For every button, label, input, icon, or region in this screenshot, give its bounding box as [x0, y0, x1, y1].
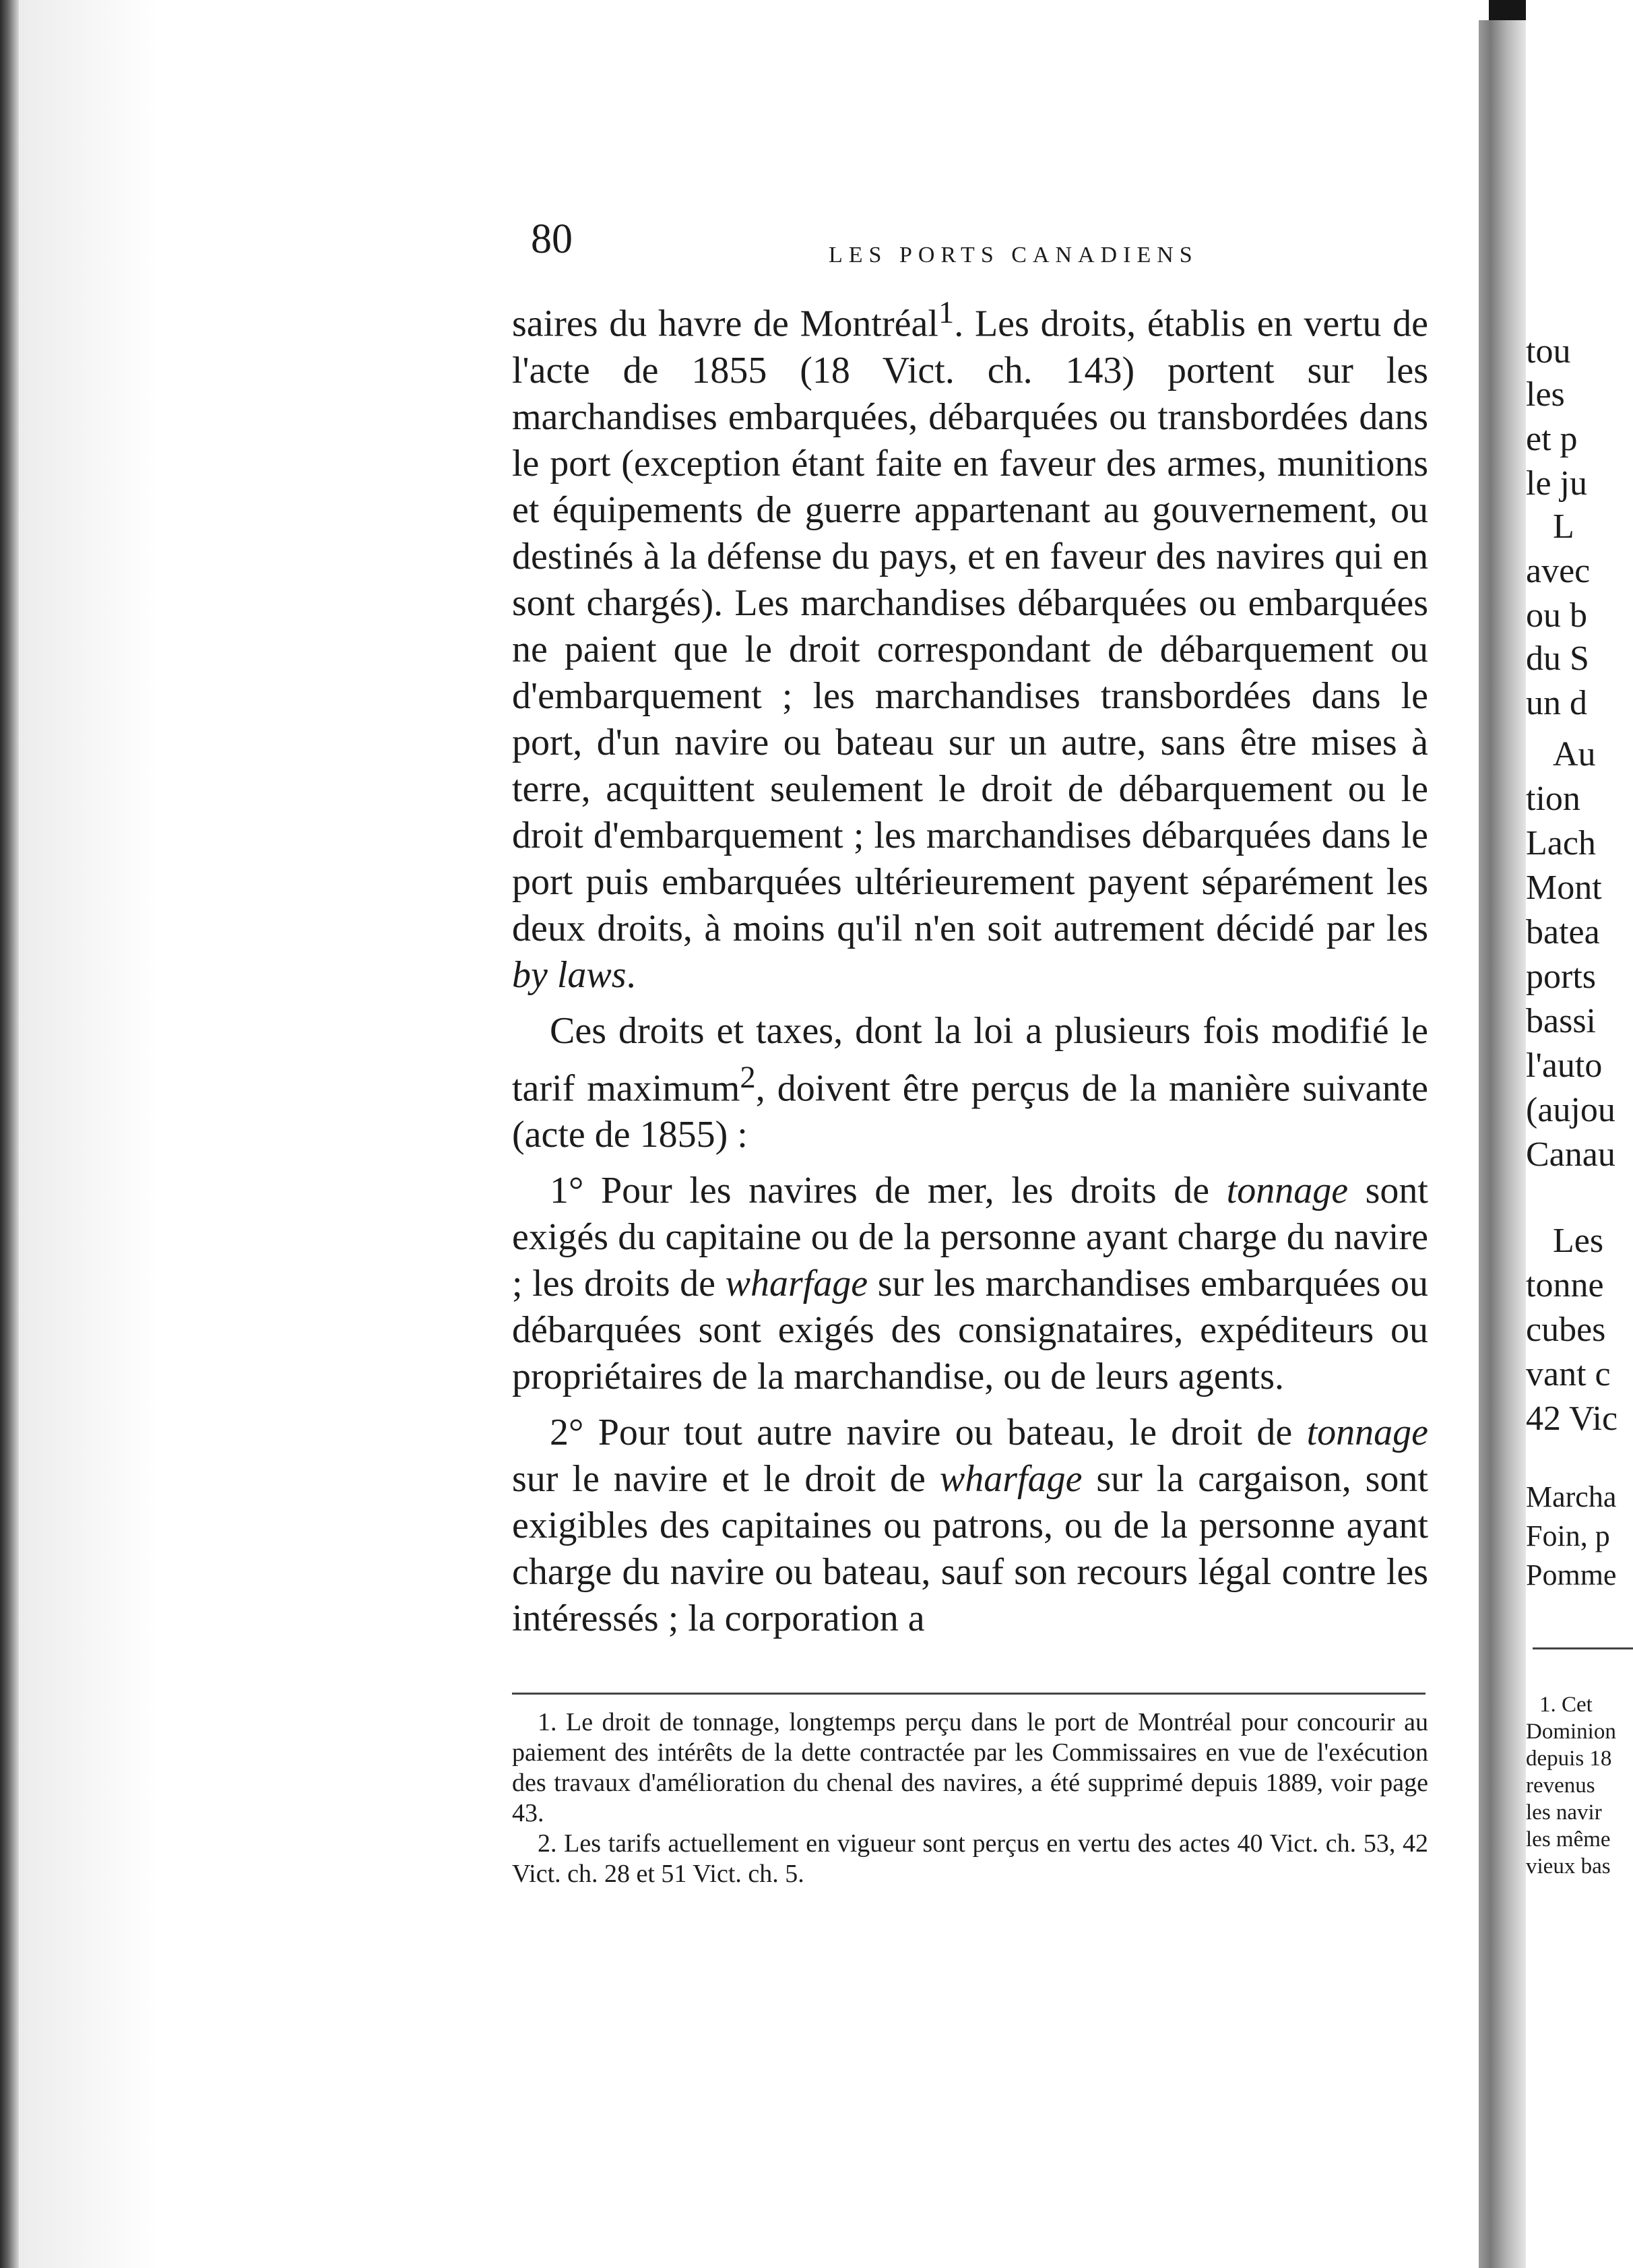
footnote-ref-2: 2 [740, 1059, 756, 1095]
facing-line: vant c [1526, 1355, 1611, 1393]
facing-footnote-line: Dominion [1526, 1720, 1616, 1744]
facing-table-line: Marcha [1526, 1480, 1617, 1513]
footnote-divider [512, 1693, 1426, 1695]
facing-table-line: Foin, p [1526, 1519, 1610, 1552]
facing-line: Mont [1526, 869, 1602, 907]
scan-edge-left [0, 0, 19, 2268]
facing-line: ou b [1526, 596, 1587, 635]
facing-footnote-line: vieux bas [1526, 1854, 1611, 1879]
facing-footnote-line: revenus [1526, 1773, 1595, 1798]
facing-line: L [1553, 507, 1574, 546]
footnote-2: 2. Les tarifs actuellement en vigueur sont perçus en vertu des actes 40 Vict. ch. 53, 42 Vict. ch. 28 et 51 Vict. ch. 5. [512, 1829, 1428, 1888]
running-head: LES PORTS CANADIENS [829, 243, 1198, 267]
paragraph-4: 2° Pour tout autre navire ou bateau, le droit de tonnage sur le navire et le droit de wharfage sur la cargaison, sont exigibles des capitaines ou patrons, ou de la personne ayant charge du navire ou bateau, sauf son recours légal contre les intéressés ; la corporation a [512, 1412, 1428, 1640]
facing-line: Lach [1526, 824, 1596, 862]
facing-footnote-line: 1. Cet [1539, 1693, 1593, 1717]
facing-table-line: Pomme [1526, 1558, 1617, 1592]
body-text [512, 290, 1428, 1642]
facing-line: (aujou [1526, 1091, 1615, 1129]
facing-page [1526, 0, 1633, 2268]
facing-line: 42 Vic [1526, 1399, 1618, 1438]
footnote-1: 1. Le droit de tonnage, longtemps perçu dans le port de Montréal pour concourir au paiement des intérêts de la dette contractée par les Commissaires en vue de l'exécution des travaux d'amélioration du chenal des navires, a été supprimé depuis 1889, voir page 43. [512, 1708, 1428, 1827]
facing-line: avec [1526, 552, 1591, 590]
footnote-ref-1: 1 [938, 295, 955, 330]
facing-line: bassi [1526, 1002, 1596, 1040]
facing-line: tou [1526, 332, 1571, 371]
paragraph-2: Ces droits et taxes, dont la loi a plusieurs fois modifié le tarif maximum$^2$, doivent être perçus de la manière suivante (acte de 1855) : [512, 1009, 1429, 1156]
facing-footnote-line: les même [1526, 1827, 1611, 1852]
facing-line: un d [1526, 684, 1587, 722]
facing-line: le ju [1526, 464, 1587, 503]
facing-footnote-line: les navir [1526, 1800, 1602, 1825]
facing-line: tion [1526, 780, 1580, 818]
facing-line: ports [1526, 957, 1596, 996]
facing-line: l'auto [1526, 1046, 1603, 1085]
book-page [472, 216, 1428, 2102]
facing-footnote-divider [1533, 1647, 1633, 1649]
facing-line: Canau [1526, 1135, 1615, 1174]
facing-line: tonne [1526, 1266, 1604, 1304]
scan-margin-left [19, 0, 160, 2268]
facing-line: Au [1553, 735, 1596, 774]
facing-line: du S [1526, 639, 1589, 678]
facing-footnote-line: depuis 18 [1526, 1746, 1612, 1771]
book-binding-gutter [1479, 20, 1526, 2268]
facing-line: et p [1526, 420, 1578, 458]
facing-line: cubes [1526, 1311, 1606, 1349]
paragraph-3: 1° Pour les navires de mer, les droits de tonnage sont exigés du capitaine ou de la personne ayant charge du navire ; les droits de wharfage sur les marchandises embarquées ou débarquées sont exigés des consignataires, expéditeurs ou propriétaires de la marchandise, ou de leurs agents. [512, 1170, 1429, 1398]
facing-line: batea [1526, 913, 1600, 951]
facing-line: les [1526, 375, 1565, 414]
page-number: 80 [531, 216, 573, 262]
facing-line: Les [1553, 1222, 1604, 1260]
footnotes [512, 1707, 1428, 1889]
paragraph-1: saires du havre de Montréal$^1$. Les droits, établis en vertu de l'acte de 1855 (18 Vict. ch. 143) portent sur les marchandises embarquées, débarquées ou transbordées dans le port (exception étant faite en faveur des armes, munitions et équipements de guerre appartenant au gouvernement, ou destinés à la défense du pays, et en faveur des navires qui en sont chargés). Les marchandises débarquées ou embarquées ne paient que le droit correspondant de débarquement ou d'embarquement ; les marchandises transbordées dans le port, d'un navire ou bateau sur un autre, sans être mises à terre, acquittent seulement le droit de débarquement ou le droit d'embarquement ; les marchandises débarquées dans le port puis embarquées ultérieurement payent séparément les deux droits, à moins qu'il n'en soit autrement décidé par les by laws. [512, 295, 1428, 996]
